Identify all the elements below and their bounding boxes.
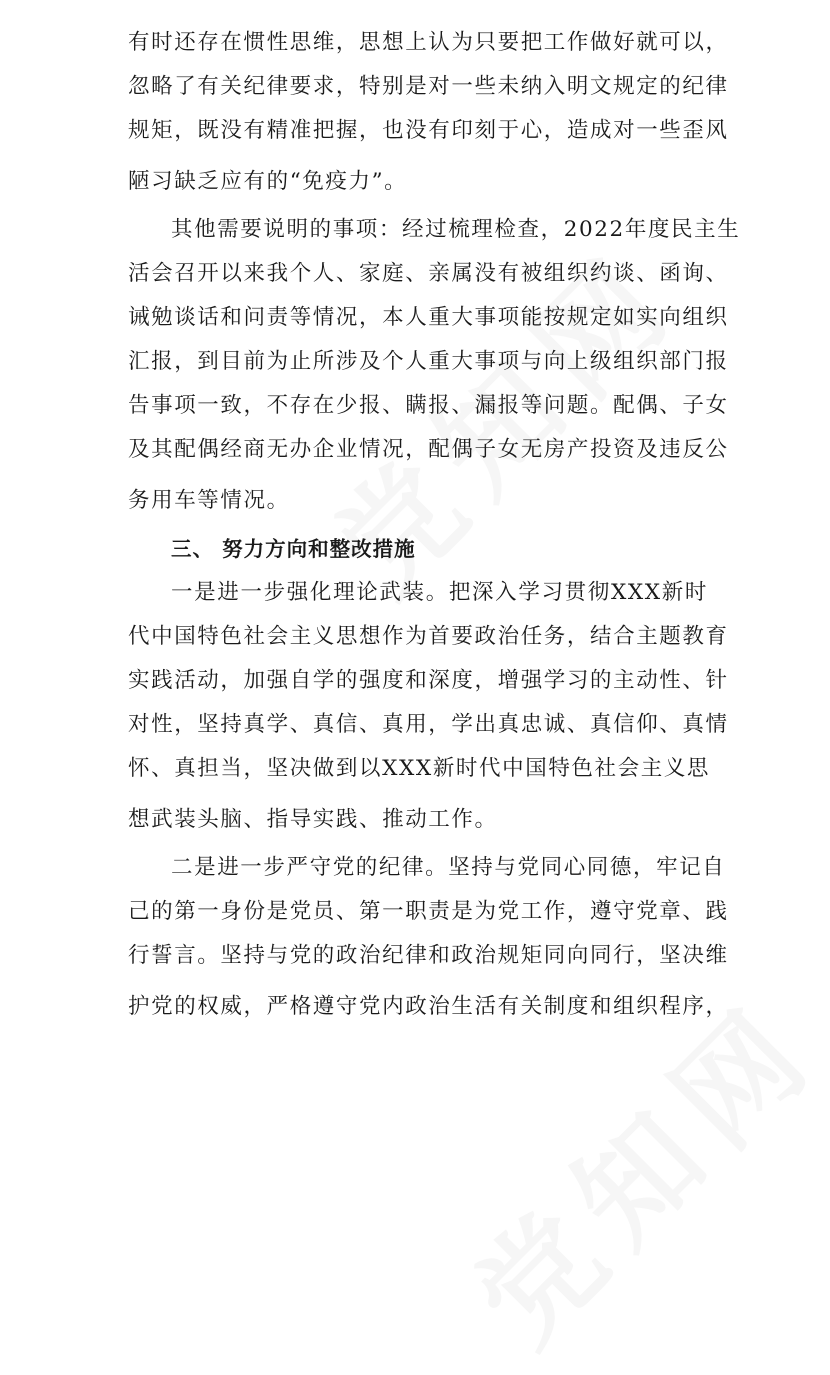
text-line: 想武装头脑、指导实践、推动工作。 <box>128 807 498 832</box>
text-line: 怀、真担当，坚决做到以XXX新时代中国特色社会主义思 <box>128 756 711 781</box>
text-line: 有时还存在惯性思维，思想上认为只要把工作做好就可以， <box>128 30 729 55</box>
text-line: 对性，坚持真学、真信、真用，学出真忠诚、真信仰、真情 <box>128 712 729 737</box>
text-line: 务用车等情况。 <box>128 488 290 513</box>
text-line: 汇报，到目前为止所涉及个人重大事项与向上级组织部门报 <box>128 349 729 374</box>
text-line: 二是进一步严守党的纪律。坚持与党同心同德，牢记自 <box>171 855 726 880</box>
text-line: 诫勉谈话和问责等情况，本人重大事项能按规定如实向组织 <box>128 305 729 330</box>
text-line: 告事项一致，不存在少报、瞒报、漏报等问题。配偶、子女 <box>128 393 729 418</box>
text-line: 护党的权威，严格遵守党内政治生活有关制度和组织程序， <box>128 994 729 1019</box>
text-line: 其他需要说明的事项：经过梳理检查，2022年度民主生 <box>171 217 741 242</box>
text-line: 忽略了有关纪律要求，特别是对一些未纳入明文规定的纪律 <box>128 74 729 99</box>
text-line: 行誓言。坚持与党的政治纪律和政治规矩同向同行，坚决维 <box>128 943 729 968</box>
text-line: 活会召开以来我个人、家庭、亲属没有被组织约谈、函询、 <box>128 261 729 286</box>
text-line: 己的第一身份是党员、第一职责是为党工作，遵守党章、践 <box>128 899 729 924</box>
section-heading: 三、 努力方向和整改措施 <box>171 537 416 561</box>
text-line: 及其配偶经商无办企业情况，配偶子女无房产投资及违反公 <box>128 437 729 462</box>
text-line: 一是进一步强化理论武装。把深入学习贯彻XXX新时 <box>171 580 708 605</box>
text-line: 实践活动，加强自学的强度和深度，增强学习的主动性、针 <box>128 668 729 693</box>
text-line: 陋习缺乏应有的“免疫力”。 <box>128 169 408 194</box>
text-line: 规矩，既没有精准把握，也没有印刻于心，造成对一些歪风 <box>128 118 729 143</box>
text-line: 代中国特色社会主义思想作为首要政治任务，结合主题教育 <box>128 624 729 649</box>
